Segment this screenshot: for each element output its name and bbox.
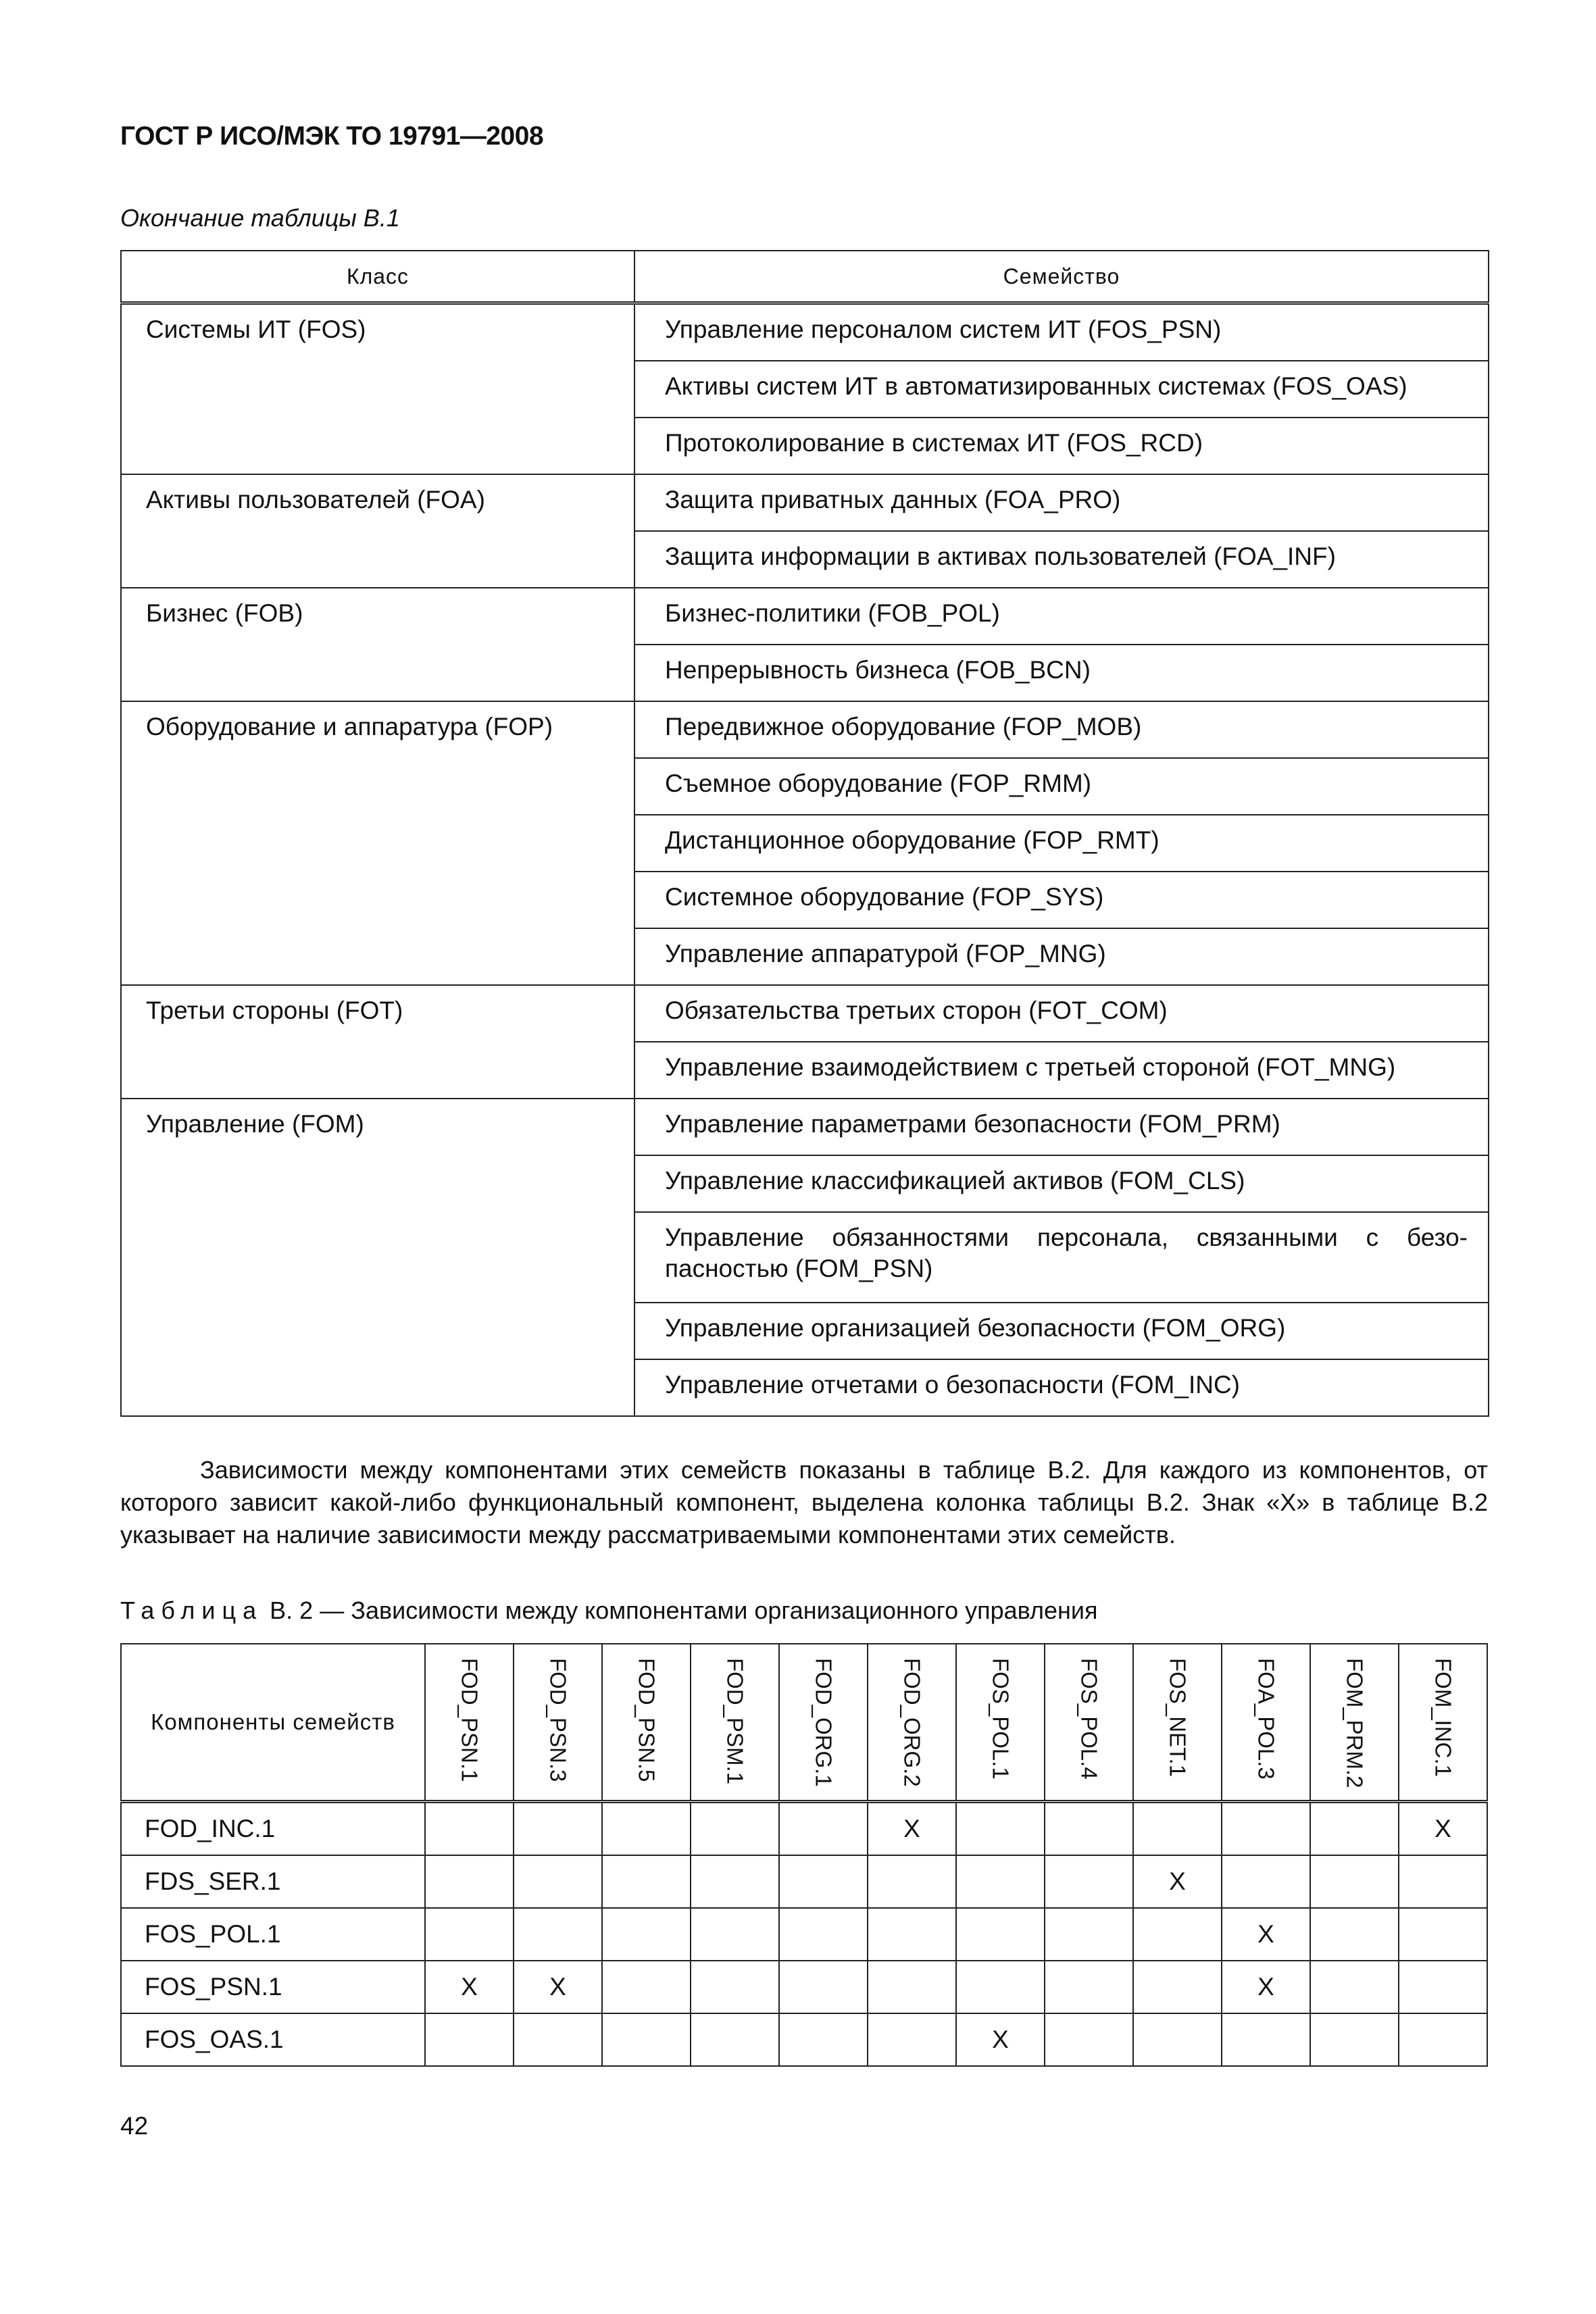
dependency-cell [1399,1961,1487,2013]
dependency-cell [779,1961,868,2013]
dependency-cell [1133,1908,1222,1961]
table1-row [121,985,1489,1042]
dependency-cell [1399,2013,1487,2066]
family-cell: Системное оборудование (FOP_SYS) [634,872,1489,928]
table-classes-families [120,250,1489,1417]
table2-header-row [121,1644,1487,1802]
row-component-name: FDS_SER.1 [121,1855,425,1908]
column-header-component [868,1644,956,1802]
dependency-cell [514,1908,602,1961]
dependency-cell [956,1855,1045,1908]
column-header-label: FOS_POL.4 [1076,1658,1102,1780]
table1-row [121,474,1489,531]
table1-row [121,1099,1489,1155]
dependency-cell: X [514,1961,602,2013]
column-header-family: Семейство [634,251,1489,303]
column-header-component [779,1644,868,1802]
table2-row [121,1802,1487,1856]
column-header-component [425,1644,514,1802]
family-cell: Активы систем ИТ в автоматизированных системах (FOS_OAS) [634,361,1489,418]
dependency-cell [1133,1802,1222,1856]
table1-caption: Окончание таблицы В.1 [120,204,400,232]
dependency-cell [1133,1961,1222,2013]
table2-row [121,2013,1487,2066]
dependency-cell [514,1802,602,1856]
dependency-cell [1222,1855,1310,1908]
dependency-cell [602,1961,691,2013]
dependency-cell [602,1855,691,1908]
table2-caption-label: Таблица [120,1596,264,1624]
row-component-name: FOS_POL.1 [121,1908,425,1961]
column-header-label: FOD_PSN.1 [457,1658,482,1782]
column-header-label: FOM_INC.1 [1430,1658,1456,1778]
row-component-name: FOS_PSN.1 [121,1961,425,2013]
dependency-cell [691,1908,779,1961]
column-header-component [514,1644,602,1802]
column-header-label: FOD_PSM.1 [722,1658,748,1785]
dependency-cell: X [425,1961,514,2013]
family-cell: Защита приватных данных (FOA_PRO) [634,474,1489,531]
dependency-cell [425,1855,514,1908]
table2-row [121,1961,1487,2013]
table2-caption [120,1596,1098,1625]
family-cell: Съемное оборудование (FOP_RMM) [634,758,1489,815]
dependency-cell [691,1855,779,1908]
family-cell: Дистанционное оборудование (FOP_RMT) [634,815,1489,872]
dependency-cell [1222,1802,1310,1856]
column-header-label: FOD_ORG.1 [811,1658,837,1787]
family-cell: Управление персоналом систем ИТ (FOS_PSN) [634,303,1489,361]
family-cell: Протоколирование в системах ИТ (FOS_RCD) [634,418,1489,474]
column-header-label: FOS_POL.1 [988,1658,1014,1780]
family-cell: Защита информации в активах пользователей (FOA_INF) [634,531,1489,588]
table1-row [121,588,1489,645]
column-header-component [602,1644,691,1802]
family-cell: Передвижное оборудование (FOP_MOB) [634,701,1489,758]
dependency-cell [425,1908,514,1961]
table2-row [121,1908,1487,1961]
dependency-cell: X [868,1802,956,1856]
dependency-cell [691,2013,779,2066]
class-cell: Оборудование и аппаратура (FOP) [121,701,634,985]
family-cell: Обязательства третьих сторон (FOT_COM) [634,985,1489,1042]
dependency-cell [1310,1961,1399,2013]
table1-row [121,701,1489,758]
column-header-component [1310,1644,1399,1802]
dependency-cell: X [1222,1908,1310,1961]
dependency-cell [602,1802,691,1856]
dependency-cell [868,1961,956,2013]
dependency-cell [602,1908,691,1961]
column-header-component [1045,1644,1133,1802]
column-header-label: FOD_PSN.3 [545,1658,571,1782]
class-cell: Системы ИТ (FOS) [121,303,634,475]
column-header-component [956,1644,1045,1802]
dependency-cell [514,1855,602,1908]
table1-header-row [121,251,1489,303]
dependency-cell [1310,1908,1399,1961]
family-cell: Управление отчетами о безопасности (FOM_INC) [634,1359,1489,1416]
dependency-cell [425,2013,514,2066]
dependency-cell [602,2013,691,2066]
class-cell: Третьи стороны (FOT) [121,985,634,1099]
dependency-cell [1310,1802,1399,1856]
column-header-label: FOD_ORG.2 [899,1658,925,1787]
table1-row [121,303,1489,361]
column-header-component [1399,1644,1487,1802]
dependency-cell [1045,2013,1133,2066]
dependency-cell [425,1802,514,1856]
table-dependencies [120,1643,1488,2067]
row-component-name: FOD_INC.1 [121,1802,425,1856]
dependency-cell [779,2013,868,2066]
table2-caption-text: В. 2 — Зависимости между компонентами организационного управления [263,1596,1098,1624]
dependency-cell [1045,1802,1133,1856]
dependency-cell [779,1802,868,1856]
dependency-cell [691,1802,779,1856]
dependency-cell [514,2013,602,2066]
class-cell: Управление (FOM) [121,1099,634,1416]
dependency-cell [868,1908,956,1961]
dependency-cell [1045,1855,1133,1908]
dependency-cell [868,1855,956,1908]
family-cell: Непрерывность бизнеса (FOB_BCN) [634,645,1489,701]
column-header-label: FOD_PSN.5 [634,1658,659,1782]
document-header: ГОСТ Р ИСО/МЭК ТО 19791—2008 [120,122,544,151]
dependency-cell [1045,1961,1133,2013]
class-cell: Бизнес (FOB) [121,588,634,701]
dependency-cell [1045,1908,1133,1961]
family-cell: Управление обязанностями персонала, связанными с безо-пасностью (FOM_PSN) [634,1212,1489,1303]
dependency-cell: X [1133,1855,1222,1908]
family-cell: Управление параметрами безопасности (FOM_PRM) [634,1099,1489,1155]
dependency-cell [956,1908,1045,1961]
column-header-component [1133,1644,1222,1802]
corner-header: Компоненты семейств [121,1644,425,1802]
dependency-cell [1222,2013,1310,2066]
body-paragraph: Зависимости между компонентами этих семейств показаны в таблице В.2. Для каждого из компонентов, от которого зависит какой-либо функциональный компонент, выделена колонка таблицы В.2. Знак «Х» в таблице В.2 указывает на наличие зависимости между рассматриваемыми компонентами этих семейств. [120,1456,1488,1549]
dependency-cell [691,1961,779,2013]
dependency-cell [956,1802,1045,1856]
dependency-cell [1399,1908,1487,1961]
table2-row [121,1855,1487,1908]
column-header-label: FOS_NET.1 [1165,1658,1191,1778]
family-cell: Управление классификацией активов (FOM_CLS) [634,1155,1489,1212]
dependency-cell: X [956,2013,1045,2066]
dependency-cell [779,1908,868,1961]
dependency-cell [1133,2013,1222,2066]
dependency-cell: X [1399,1802,1487,1856]
class-cell: Активы пользователей (FOA) [121,474,634,588]
family-cell: Управление организацией безопасности (FOM_ORG) [634,1303,1489,1359]
dependency-cell [1310,1855,1399,1908]
family-cell: Управление аппаратурой (FOP_MNG) [634,928,1489,985]
page-number: 42 [120,2112,149,2140]
row-component-name: FOS_OAS.1 [121,2013,425,2066]
family-cell: Бизнес-политики (FOB_POL) [634,588,1489,645]
column-header-label: FOM_PRM.2 [1342,1658,1368,1788]
column-header-label: FOA_POL.3 [1253,1658,1279,1780]
dependency-cell [956,1961,1045,2013]
family-cell: Управление взаимодействием с третьей стороной (FOT_MNG) [634,1042,1489,1099]
column-header-component [1222,1644,1310,1802]
column-header-component [691,1644,779,1802]
dependency-cell [868,2013,956,2066]
dependency-cell [779,1855,868,1908]
column-header-class: Класс [121,251,634,303]
dependency-cell: X [1222,1961,1310,2013]
dependency-cell [1310,2013,1399,2066]
dependency-cell [1399,1855,1487,1908]
